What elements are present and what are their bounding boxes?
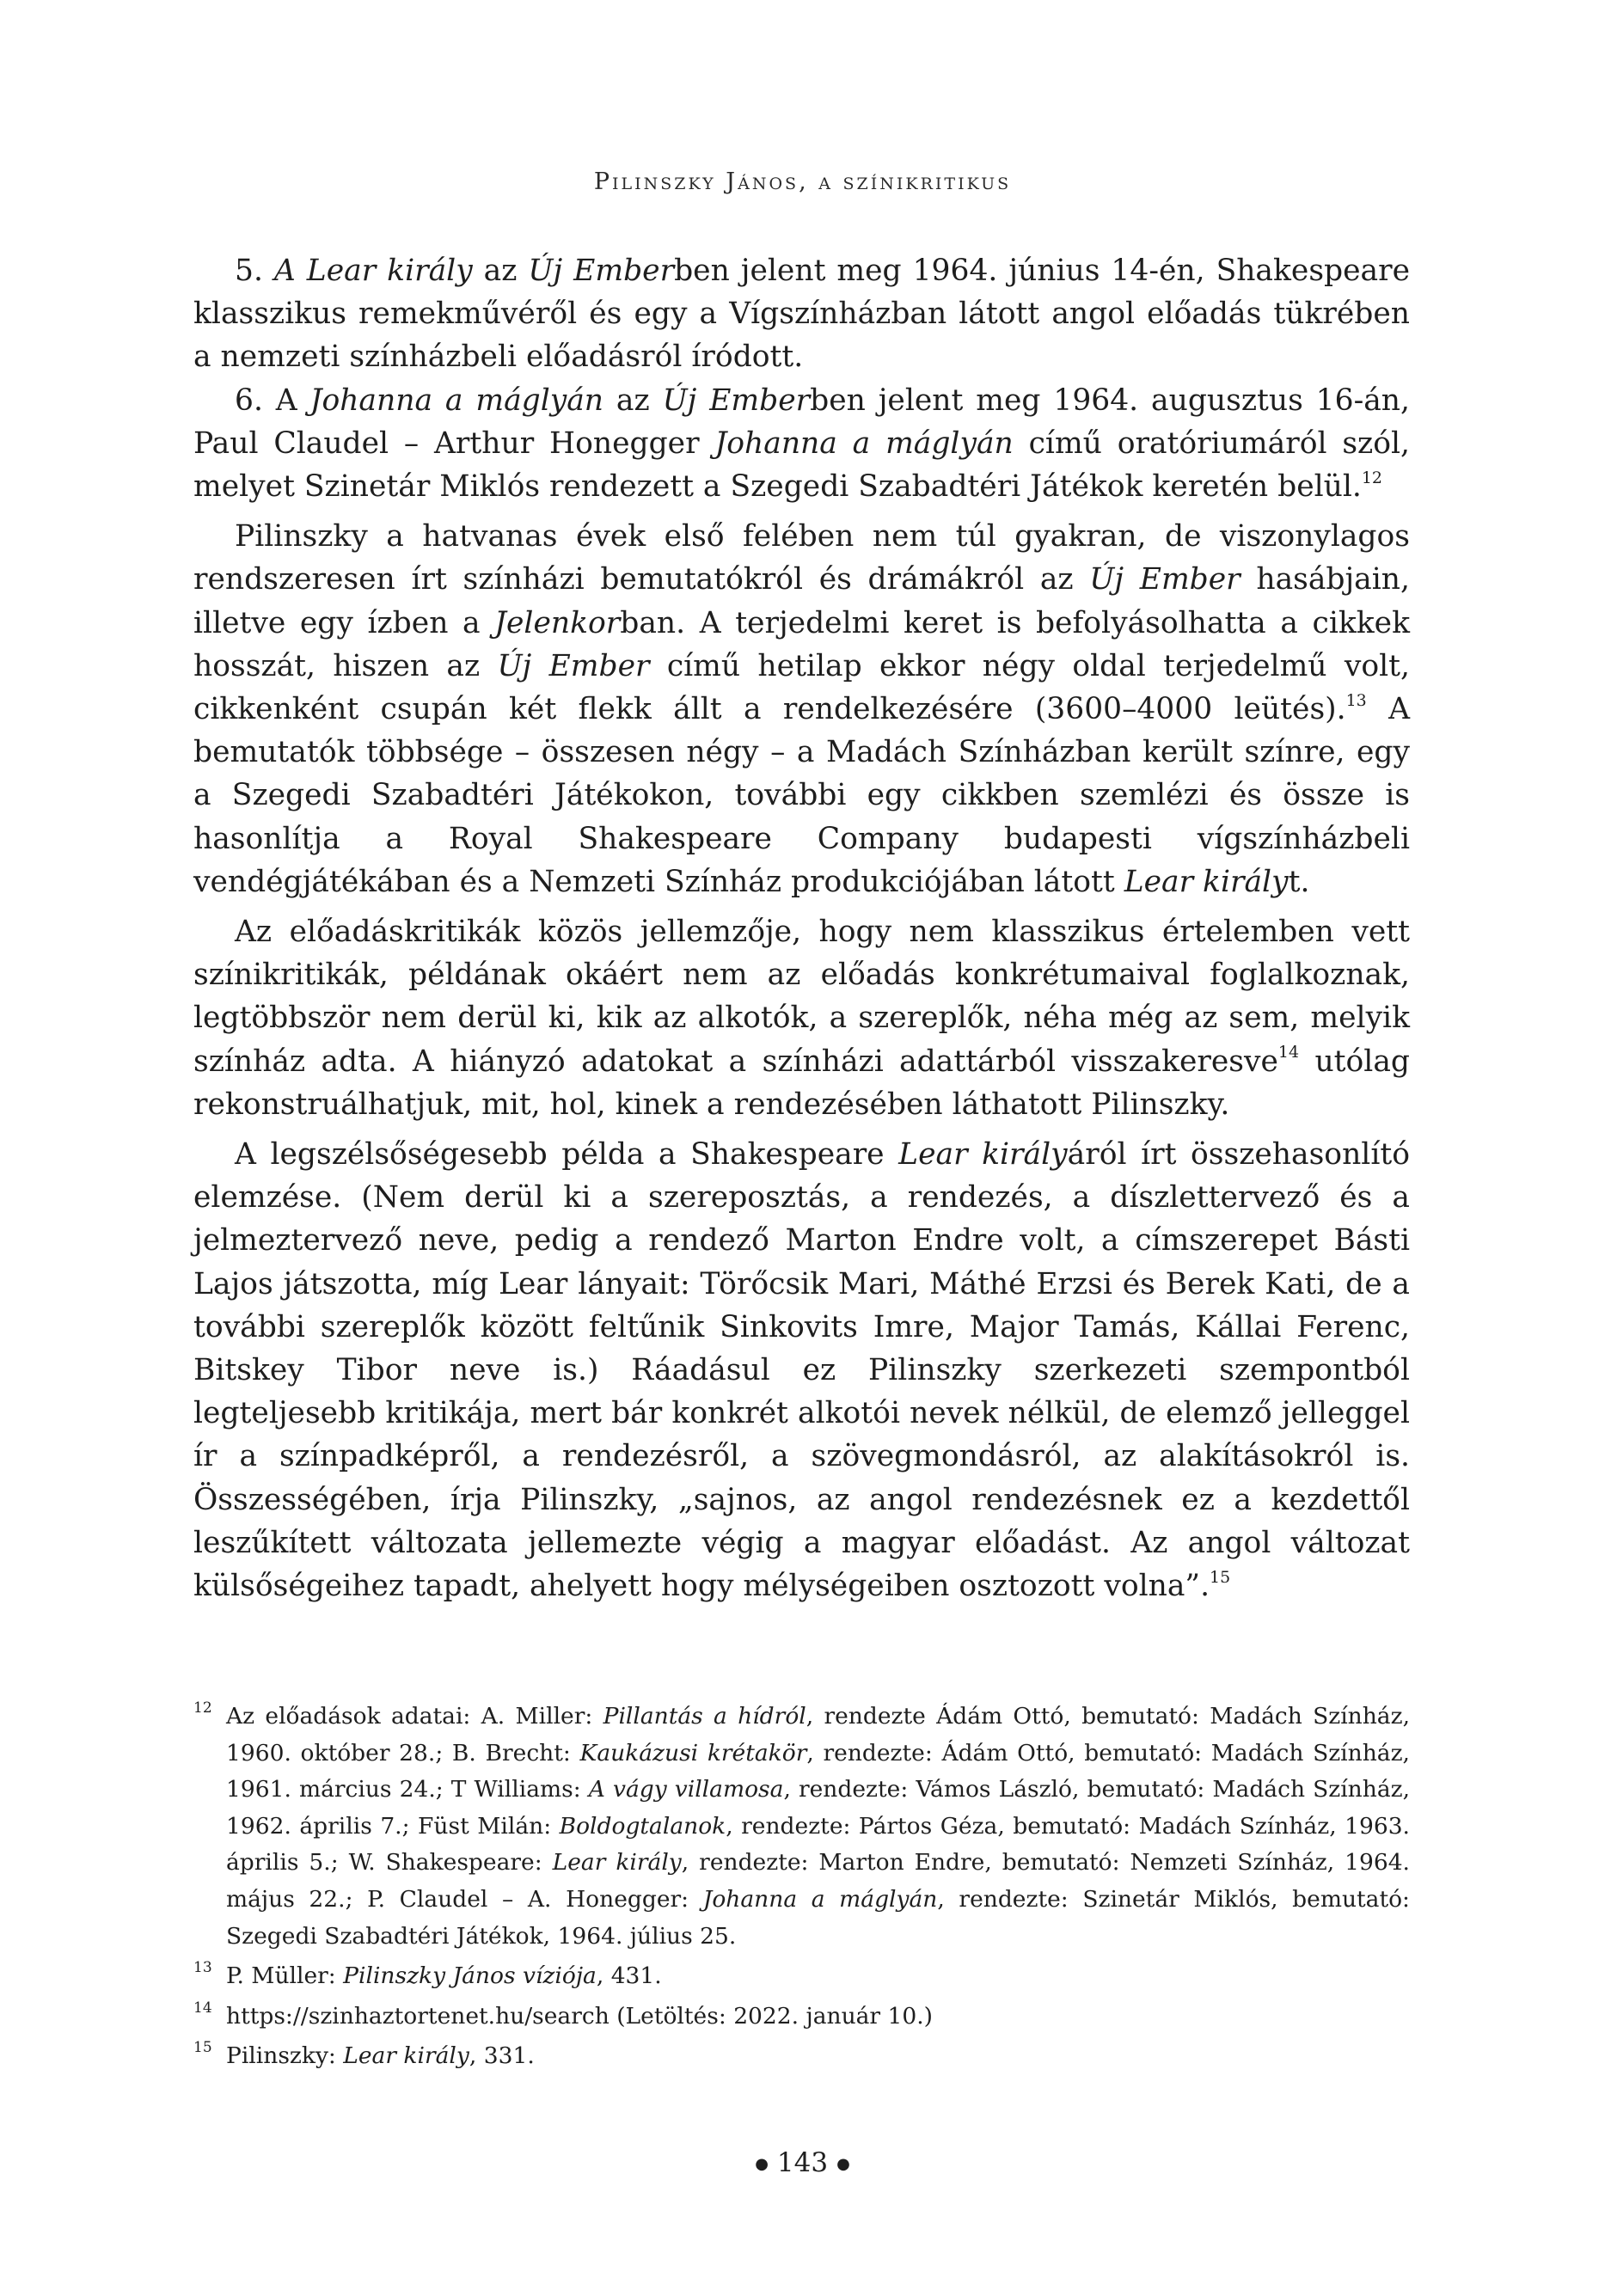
title-italic: Lear király: [343, 2042, 469, 2070]
text-run: Az előadások adatai: A. Miller:: [226, 1703, 603, 1730]
text-run: az: [603, 383, 663, 418]
text-run: A legszélsőségesebb példa a Shakespeare: [235, 1137, 899, 1172]
source-url: https://szinhaztortenet.hu/search (Letöltés: 2022. január 10.): [226, 2002, 934, 2030]
text-run: , rendezte: Marton Endre, bemutató: Nemzeti Színház, 1964. május 22.; P. Claudel – A. Honegger:: [226, 1849, 1410, 1913]
footnote-ref-14: 14: [1277, 1043, 1300, 1062]
text-run: ben jelent meg 1964. június 14-én, Shakespeare klasszikus remekművéről és egy a Vígszínházban látott angol előadás tükrében a nemzeti színházbeli előadásról íródott.: [193, 254, 1410, 375]
page-number: 143: [776, 2147, 829, 2178]
title-italic: A Lear király: [273, 254, 473, 288]
text-run: , rendezte: Ádám Ottó, bemutató: Madách Színház, 1961. március 24.; T Williams:: [226, 1739, 1410, 1803]
main-text: [193, 249, 1410, 1607]
bullet-dot-icon: ●: [755, 2155, 769, 2173]
title-italic: Új Ember: [1089, 562, 1241, 597]
paragraph-overview: [193, 515, 1410, 903]
footnote-ref-13: 13: [1345, 690, 1367, 710]
page-footer: [0, 2147, 1605, 2178]
title-italic: Boldogtalanok: [559, 1812, 726, 1840]
text-run: Pilinszky a hatvanas évek első felében nem túl gyakran, de viszonylagos rendszeresen írt színházi bemutatókról és drámákról az: [193, 519, 1410, 597]
text-run: , 331.: [469, 2042, 535, 2070]
footnote-15: [193, 2038, 1410, 2075]
running-header: Pilinszky János, a színikritikus: [593, 168, 1012, 195]
text-run: , 431.: [596, 1962, 662, 1990]
text-run: , rendezte Ádám Ottó, bemutató: Madách Színház, 1960. október 28.; B. Brecht:: [226, 1703, 1410, 1766]
text-run: , rendezte: Pártos Géza, bemutató: Madách Színház, 1963. április 5.; W. Shakespeare:: [226, 1812, 1410, 1877]
title-italic: Lear király: [1124, 864, 1289, 899]
title-italic: Új Ember: [662, 383, 811, 418]
text-run: , rendezte: Vámos László, bemutató: Madách Színház, 1962. április 7.; Füst Milán:: [226, 1776, 1411, 1840]
text-run: ban. A terjedelmi keret is befolyásolhatta a cikkek hosszát, hiszen az: [193, 605, 1410, 683]
text-run: t.: [1288, 864, 1310, 899]
title-italic: Pillantás a hídról: [603, 1703, 806, 1730]
title-italic: Kaukázusi krétakör: [579, 1739, 807, 1766]
title-italic: Jelenkor: [494, 605, 621, 640]
footnotes: [193, 1699, 1410, 2075]
text-run: 6. A: [235, 383, 310, 418]
paragraph-lear-example: [193, 1133, 1410, 1607]
footnote-number: 12: [193, 1699, 212, 1717]
title-italic: Pilinszky János víziója: [343, 1962, 597, 1990]
text-run: utólag rekonstruálhatjuk, mit, hol, kinek a rendezésében láthatott Pilinszky.: [193, 1044, 1410, 1122]
text-run: áról írt összehasonlító elemzése. (Nem derül ki a szereposztás, a rendezés, a díszlettervező és a jelmeztervező neve, pedig a rendező Marton Endre volt, a címszerepet Básti Lajos játszotta, míg Lear lányait: Törőcsik Mari, Máthé Erzsi és Berek Kati, de a további szereplők között feltűnik Sinkovits Imre, Major Tamás, Kállai Ferenc, Bitskey Tibor neve is.) Ráadásul ez Pilinszky szerkezeti szempontból legteljesebb kritikája, mert bár konkrét alkotói nevek nélkül, de elemző jelleggel ír a színpadképről, a rendezésről, a szövegmondásról, az alakításokról is. Összességében, írja Pilinszky, „sajnos, az angol rendezésnek ez a kezdettől leszűkített változata jellemezte végig a magyar előadást. Az angol változat külsőségeihez tapadt, ahelyett hogy mélységeiben osztozott volna”.: [193, 1137, 1410, 1604]
text-run: Az előadáskritikák közös jellemzője, hogy nem klasszikus értelemben vett színikritikák, példának okáért nem az előadás konkrétumaival foglalkoznak, legtöbbször nem derül ki, kik az alkotók, a szereplők, néha még az sem, melyik színház adta. A hiányzó adatokat a színházi adattárból visszakeresve: [193, 915, 1410, 1079]
text-run: című oratóriumáról szól, melyet Szinetár Miklós rendezett a Szegedi Szabadtéri Játékok keretén belül.: [193, 426, 1410, 505]
footnote-ref-15: 15: [1210, 1567, 1231, 1587]
title-italic: Johanna a máglyán: [702, 1885, 938, 1913]
footnote-14: [193, 1999, 1410, 2036]
text-run: , rendezte: Szinetár Miklós, bemutató: Szegedi Szabadtéri Játékok, 1964. július 25.: [226, 1885, 1410, 1950]
title-italic: Johanna a máglyán: [714, 426, 1014, 461]
footnote-ref-12: 12: [1361, 468, 1382, 487]
title-italic: Új Ember: [497, 648, 650, 683]
title-italic: A vágy villamosa: [588, 1776, 784, 1803]
text-run: A bemutatók többsége – összesen négy – a Madách Színházban került színre, egy a Szegedi Szabadtéri Játékokon, további egy cikkben szemlézi és össze is hasonlítja a Royal Shakespeare Company budapesti vígszínházbeli vendégjátékában és a Nemzeti Színház produkciójában látott: [193, 692, 1410, 899]
paragraph-characteristics: [193, 910, 1410, 1126]
title-italic: Lear király: [898, 1137, 1068, 1172]
footnote-number: 14: [193, 1999, 212, 2017]
text-run: című hetilap ekkor négy oldal terjedelmű volt, cikkenként csupán két flekk állt a rendelkezésére (3600–4000 leütés).: [193, 648, 1410, 727]
text-run: 5.: [235, 254, 274, 288]
text-run: ben jelent meg 1964. augusztus 16-án, Paul Claudel – Arthur Honegger: [193, 383, 1410, 461]
title-italic: Új Ember: [528, 254, 675, 288]
footnote-13: [193, 1958, 1410, 1995]
text-run: P. Müller:: [226, 1962, 344, 1990]
paragraph-6: [193, 379, 1410, 509]
footnote-12: [193, 1699, 1410, 1955]
text-run: hasábjain, illetve egy ízben a: [193, 562, 1410, 640]
title-italic: Johanna a máglyán: [309, 383, 604, 418]
text-run: az: [472, 254, 529, 288]
title-italic: Lear király: [552, 1849, 682, 1877]
text-run: Pilinszky:: [226, 2042, 344, 2070]
footnote-number: 15: [193, 2039, 212, 2057]
bullet-dot-icon: ●: [836, 2155, 850, 2173]
footnote-number: 13: [193, 1959, 212, 1977]
paragraph-5: [193, 249, 1410, 379]
